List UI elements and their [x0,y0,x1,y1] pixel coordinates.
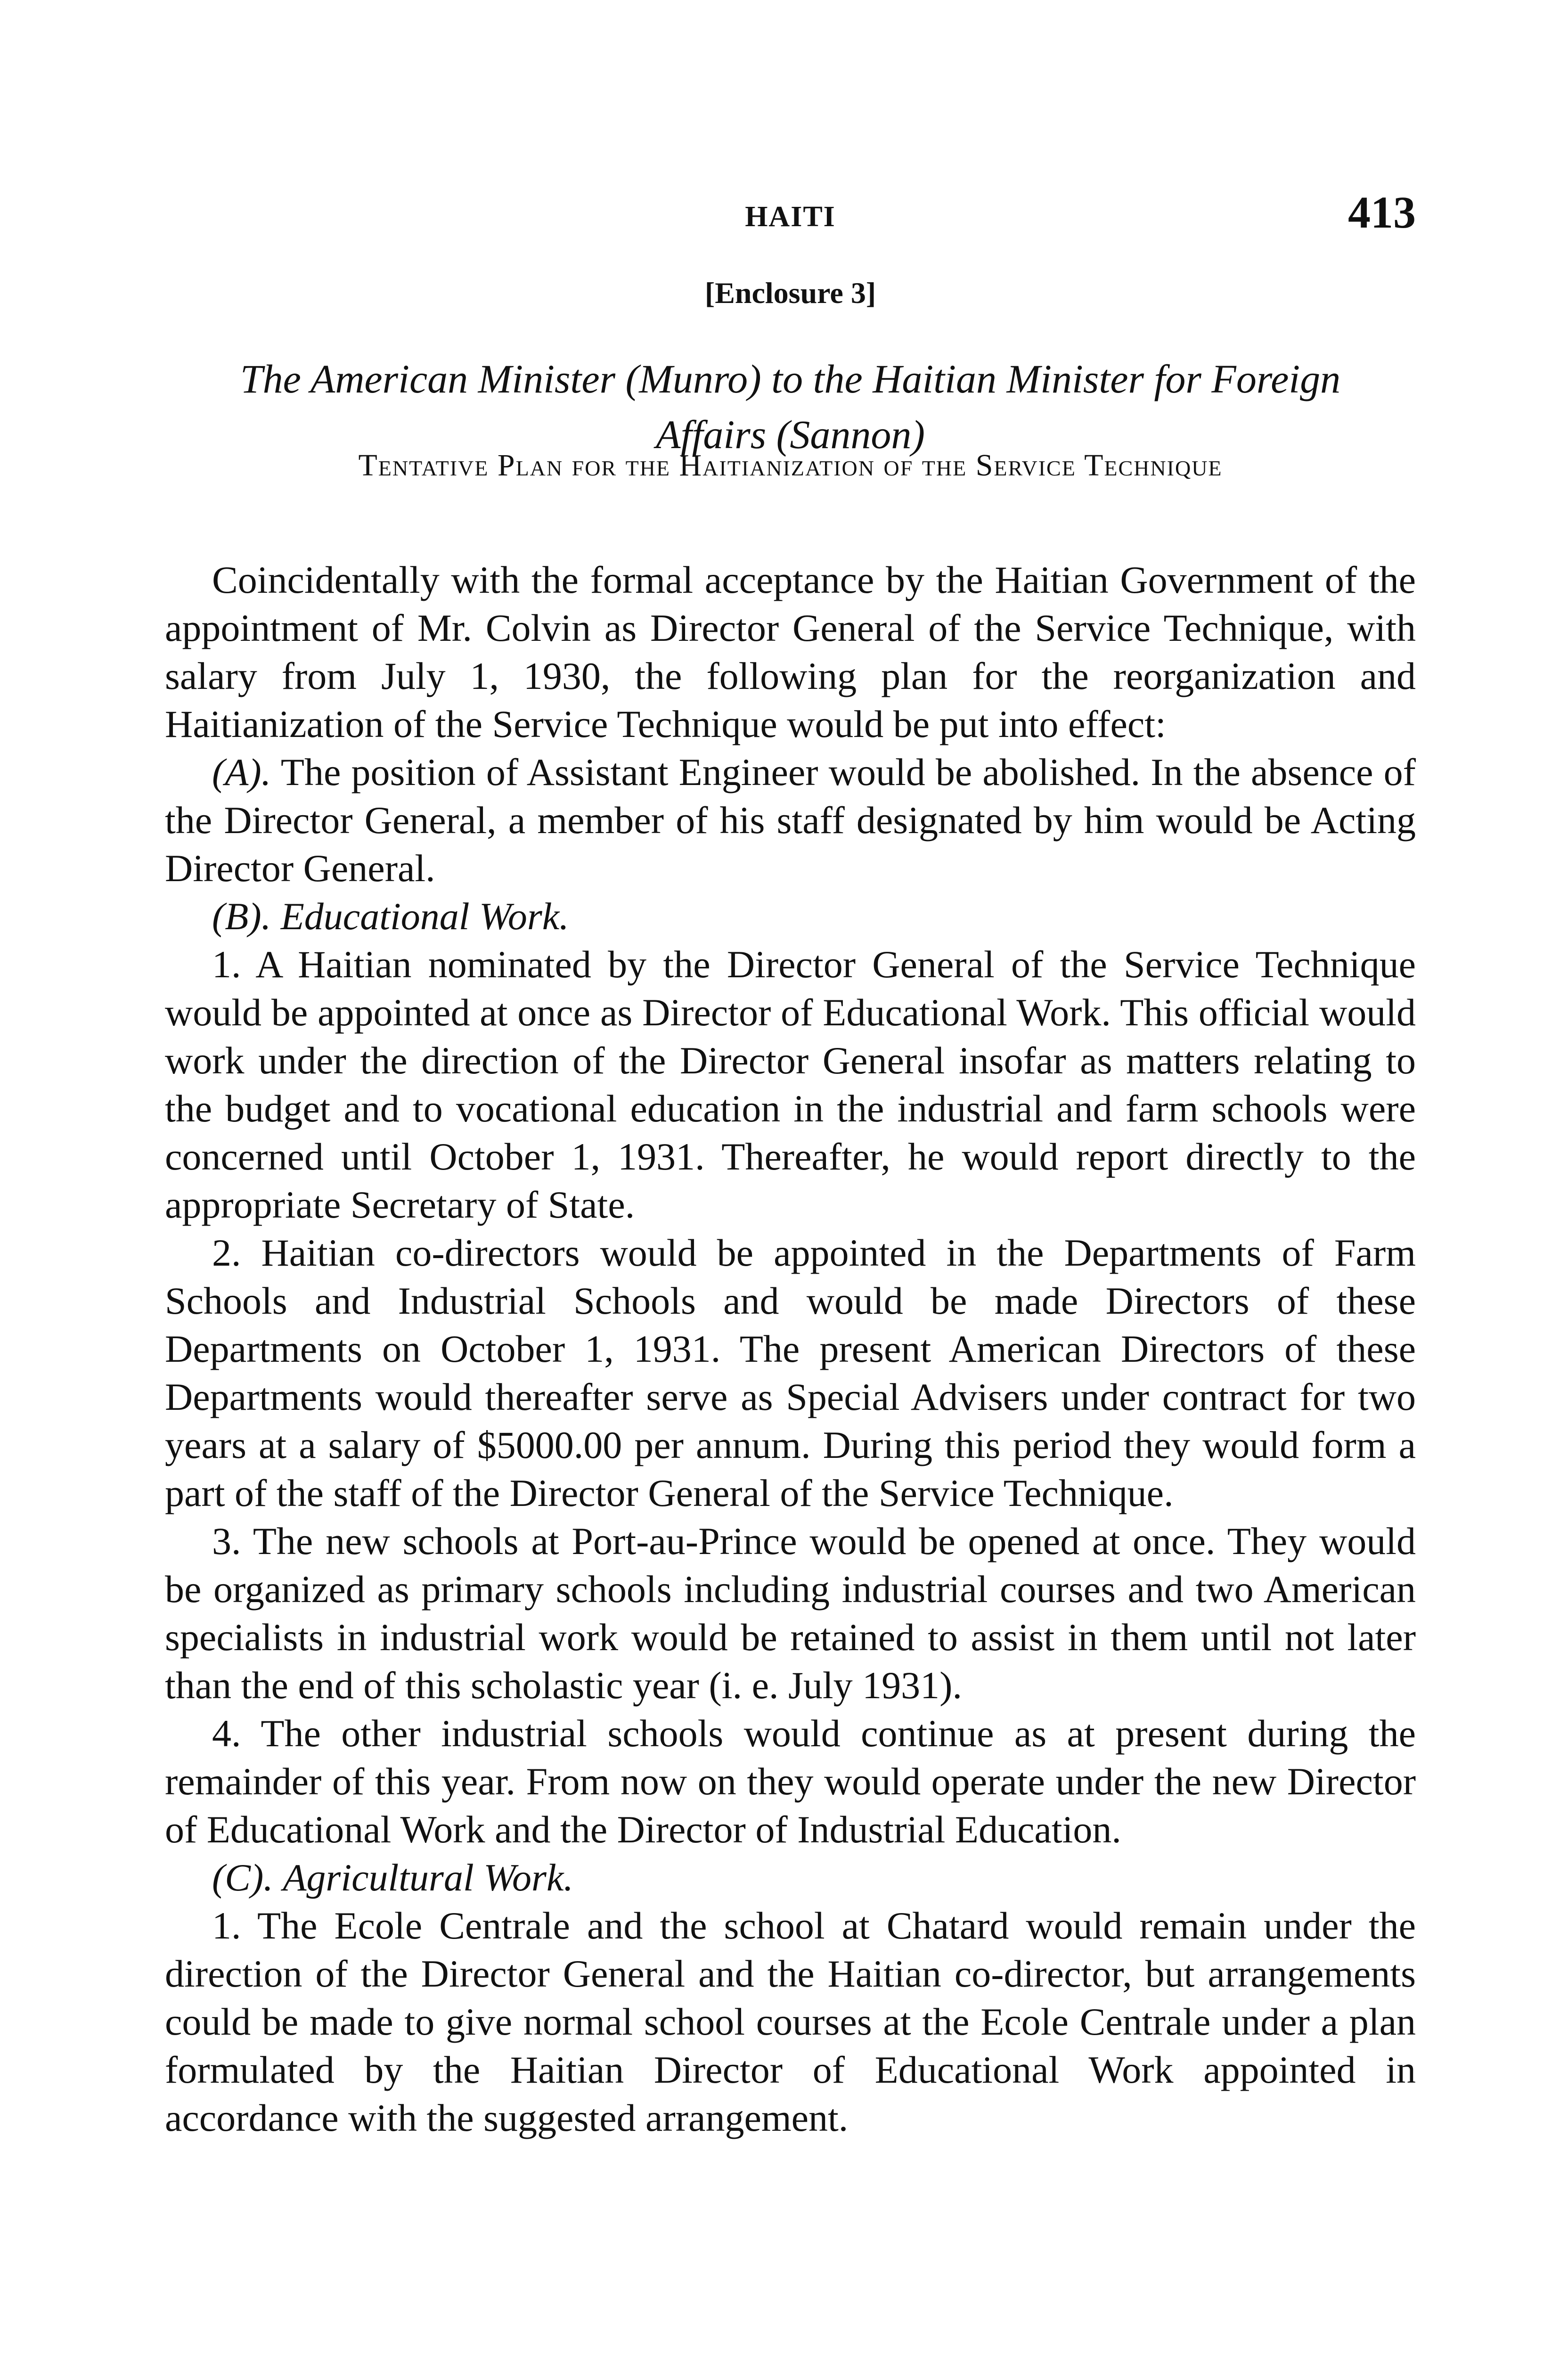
section-a-paragraph [165,748,1416,892]
section-b-item-2: 2. Haitian co-directors would be appointed in the Departments of Farm Schools and Industrial Schools and would be made Directors of these Departments on October 1, 1931. The present American Directors of these Departments would thereafter serve as Special Advisers under contract for two years at a salary of $5000.00 per annum. During this period they would form a part of the staff of the Director General of the Service Technique. [165,1231,1416,1514]
body-text [165,556,1416,2142]
section-b-label: (B). [212,895,271,938]
letter-title [165,351,1416,462]
intro-paragraph: Coincidentally with the formal acceptance by the Haitian Government of the appointment of Mr. Colvin as Director General of the Service Technique, with salary from July 1, 1930, the following plan for the reorganization and Haitianization of the Service Technique would be put into effect: [165,558,1416,745]
plan-heading: Tentative Plan for the Haitianization of the Service Technique [358,448,1223,483]
page-number: 413 [1348,187,1416,237]
section-a-text: The position of Assistant Engineer would be abolished. In the absence of the Director General, a member of his staff designated by him would be Acting Director General. [165,751,1416,890]
section-c-title: Agricultural Work. [283,1856,573,1899]
section-b-title: Educational Work. [280,895,569,938]
section-c-label: (C). [212,1856,273,1899]
letter-title-line-1: The American Minister (Munro) to the Haitian Minister for Foreign [240,356,1341,401]
section-a-label: (A). [212,751,271,794]
section-b-item-1: 1. A Haitian nominated by the Director General of the Service Technique would be appointed at once as Director of Educational Work. This official would work under the direction of the Director General insofar as matters relating to the budget and to vocational education in the industrial and farm schools were concerned until October 1, 1931. Thereafter, he would report directly to the appropriate Secretary of State. [165,943,1416,1226]
running-head [165,186,1416,238]
section-b-heading [165,892,1416,941]
section-b-item-3: 3. The new schools at Port-au-Prince would be opened at once. They would be organized as primary schools including industrial courses and two American specialists in industrial work would be retained to assist in them until not later than the end of this scholastic year (i. e. July 1931). [165,1520,1416,1707]
section-b-item-4: 4. The other industrial schools would continue as at present during the remainder of this year. From now on they would operate under the new Director of Educational Work and the Director of Industrial Education. [165,1712,1416,1851]
section-c-heading [165,1854,1416,1902]
section-c-item-1: 1. The Ecole Centrale and the school at Chatard would remain under the direction of the Director General and the Haitian co-director, but arrangements could be made to give normal school courses at the Ecole Centrale under a plan formulated by the Haitian Director of Educational Work appointed in accordance with the suggested arrangement. [165,1904,1416,2139]
enclosure-label: [Enclosure 3] [704,276,876,310]
letter-title-line-2: Affairs (Sannon) [656,412,925,457]
running-head-title: HAITI [745,201,836,233]
